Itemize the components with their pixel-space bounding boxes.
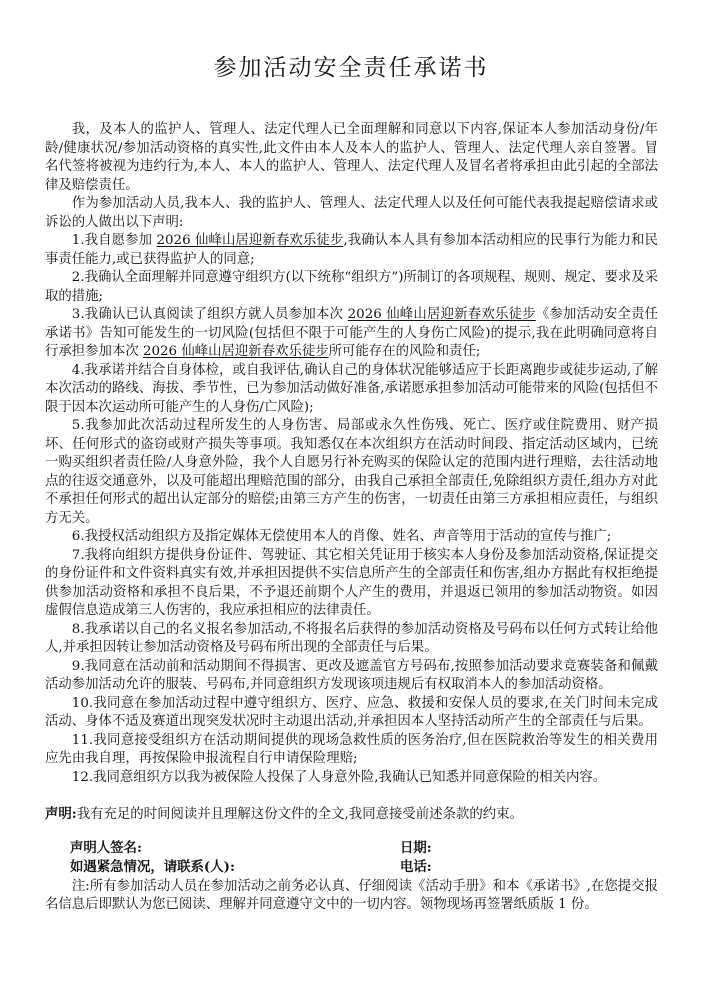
footnote: 注:所有参加活动人员在参加活动之前务必认真、仔细阅读《活动手册》和本《承诺书》,在您提交报名信息后即默认为您已阅读、理解并同意遵守文中的一切内容。领物现场再签署纸质版 1 份。: [45, 878, 658, 912]
clause-1-text-before: 1.我自愿参加: [71, 233, 157, 248]
clause-1-event-name: 2026 仙峰山居迎新春欢乐徒步: [156, 233, 344, 248]
clause-3-text-after: 所可能存在的风险和责任;: [328, 344, 481, 359]
clause-12: 12.我同意组织方以我为被保险人投保了人身意外险,我确认已知悉并同意保险的相关内容。: [71, 769, 607, 785]
date-label: 日期:: [400, 839, 432, 856]
document-body: [45, 121, 658, 961]
clause-8: 8.我承诺以自己的名义报名参加活动,不将报名后获得的参加活动资格及号码布以任何方式转让给他人,并承担因转让参加活动资格及号码布所出现的全部责任与后果。: [45, 621, 658, 655]
clause-3-event-name-2: 2026 仙峰山居迎新春欢乐徒步: [143, 344, 329, 359]
clause-3-event-name: 2026 仙峰山居迎新春欢乐徒步: [347, 307, 536, 322]
signature-row-emergency: [70, 858, 658, 878]
intro-paragraph-2: 作为参加活动人员,我本人、我的监护人、管理人、法定代理人以及任何可能代表我提起赔偿请求或诉讼的人做出以下声明:: [45, 196, 658, 230]
document-title: 参加活动安全责任承诺书: [213, 55, 489, 81]
clause-4: 4.我承诺并结合自身体检，或自我评估,确认自己的身体状况能够适应于长距离跑步或徒步运动,了解本次活动的路线、海拔、季节性，已为参加活动做好准备,承诺愿承担参加活动可能带来的风险(包括但不限于因本次运动所可能产生的人身伤/亡风险);: [45, 362, 658, 415]
clause-3: [45, 306, 658, 362]
clause-6: 6.我授权活动组织方及指定媒体无偿使用本人的肖像、姓名、声音等用于活动的宣传与推广;: [71, 529, 612, 544]
declaration: [45, 805, 658, 825]
clause-2: 2.我确认全面理解并同意遵守组织方(以下统称“组织方”)所制订的各项规程、规则、规定、要求及采取的措施;: [45, 270, 658, 304]
signature-row-signer: [70, 839, 658, 859]
clause-3-text-before: 3.我确认已认真阅读了组织方就人员参加本次: [71, 307, 348, 322]
phone-label: 电话:: [400, 859, 432, 875]
signer-label: 声明人签名:: [70, 839, 142, 856]
emergency-contact-label: 如遇紧急情况，请联系(人):: [70, 859, 235, 875]
signature-block: [45, 839, 658, 878]
declaration-text: 我有充足的时间阅读并且理解这份文件的全文,我同意接受前述条款的约束。: [76, 807, 523, 822]
clause-5: 5.我参加此次活动过程所发生的人身伤害、局部或永久性伤残、死亡、医疗或住院费用、财产损坏、任何形式的盗窃或财产损失等事项。我知悉仅在本次组织方在活动时间段、指定活动区域内，已统一购买组织者责任险/人身意外险，我个人自愿另行补充购买的保险认定的范围内进行理赔，去往活动地点的往返交通意外，以及可能超出理赔范围的部分，由我自己承担全部责任,免除组织方责任,组办方对此不承担任何形式的超出认定部分的赔偿;由第三方产生的伤害，一切责任由第三方承担相应责任，与组织方无关。: [45, 418, 658, 526]
clause-3-text-middle: 《参加活动安全责任承诺书》告知可能发生的一切风险(包括但不限于可能产生的人身伤亡风险)的提示,我在此明确同意将自行承担参加本次: [45, 307, 658, 359]
clause-7: 7.我将向组织方提供身份证件、驾驶证、其它相关凭证用于核实本人身份及参加活动资格,保证提交的身份证件和文件资料真实有效,并承担因提供不实信息所产生的全部责任和伤害,组办方据此有权拒绝提供参加活动资格和承担不良后果，不予退还前期个人产生的费用，并退返已领用的参加活动物资。如因虚假信息造成第三人伤害的，我应承担相应的法律责任。: [45, 547, 658, 618]
clause-1-text-after: ,我确认本人具有参加本活动相应的民事行为能力和民事责任能力,或已获得监护人的同意;: [45, 233, 658, 267]
clause-10: 10.我同意在参加活动过程中遵守组织方、医疗、应急、救援和安保人员的要求,在关门时间未完成活动、身体不适及赛道出现突发状况时主动退出活动,并承担因本人坚持活动所产生的全部责任与后果。: [45, 695, 658, 729]
clause-1: [45, 232, 658, 269]
declaration-label: 声明:: [45, 806, 77, 822]
clause-11: 11.我同意接受组织方在活动期间提供的现场急救性质的医务治疗,但在医院救治等发生的相关费用应先由我自理，再按保险申报流程自行申请保险理赔;: [45, 732, 658, 766]
intro-paragraph-1: 我，及本人的监护人、管理人、法定代理人已全面理解和同意以下内容,保证本人参加活动身份/年龄/健康状况/参加活动资格的真实性,此文件由本人及本人的监护人、管理人、法定代理人亲自签署。冒名代签将被视为违约行为,本人、本人的监护人、管理人、法定代理人及冒名者将承担由此引起的全部法律及赔偿责任。: [45, 122, 658, 193]
clause-9: 9.我同意在活动前和活动期间不得损害、更改及遮盖官方号码布,按照参加活动要求竞赛装备和佩戴活动参加活动允许的服装、号码布,并同意组织方发现该项违规后有权取消本人的参加活动资格。: [45, 658, 658, 692]
